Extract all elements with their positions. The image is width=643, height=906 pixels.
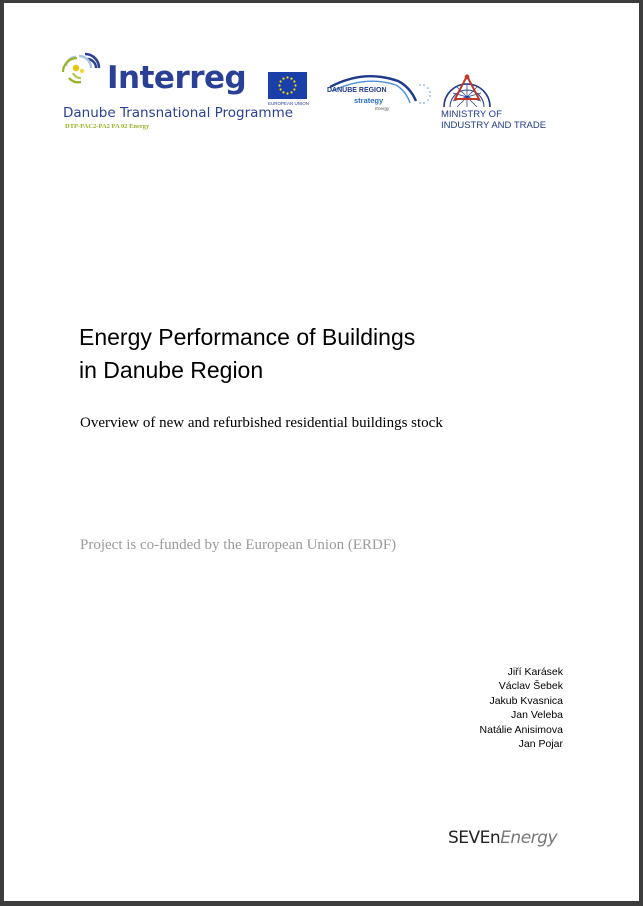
document-title xyxy=(79,321,415,387)
author-name: Václav Šebek xyxy=(498,680,563,693)
author-name: Jan Veleba xyxy=(511,709,563,722)
author-name: Jakub Kvasnica xyxy=(489,694,563,707)
eu-label: EUROPEAN UNION xyxy=(268,101,310,106)
seven-logo-part1: SEVEn xyxy=(448,828,501,848)
danube-strategy-line3: Energy xyxy=(375,106,390,111)
danube-strategy-line2: strategy xyxy=(354,96,384,105)
author-list xyxy=(480,665,563,751)
author-name: Jiří Karásek xyxy=(507,666,563,678)
programme-name: Danube Transnational Programme xyxy=(63,105,294,121)
interreg-wordmark: Interreg xyxy=(107,60,247,96)
seven-logo-part2: Energy xyxy=(500,828,558,848)
author-name: Natálie Anisimova xyxy=(479,723,563,736)
ministry-line2: INDUSTRY AND TRADE xyxy=(441,120,547,131)
title-line-1: Energy Performance of Buildings xyxy=(79,324,416,350)
author-name: Jan Pojar xyxy=(518,738,563,751)
ministry-emblem-icon xyxy=(441,73,493,109)
danube-strategy-line1: DANUBE REGION xyxy=(327,87,387,94)
document-subtitle: Overview of new and refurbished residential buildings stock xyxy=(80,415,443,431)
title-line-2: in Danube Region xyxy=(79,357,264,383)
ministry-line1: MINISTRY OF xyxy=(441,109,502,120)
funding-note: Project is co-funded by the European Union (ERDF) xyxy=(80,537,397,553)
document-page xyxy=(4,3,639,901)
project-code: DTP-PAC2-PA2 PA 02 Energy xyxy=(65,123,150,130)
interreg-waves-icon xyxy=(61,48,111,88)
eu-flag-icon xyxy=(268,72,307,99)
seven-energy-logo xyxy=(448,830,557,847)
